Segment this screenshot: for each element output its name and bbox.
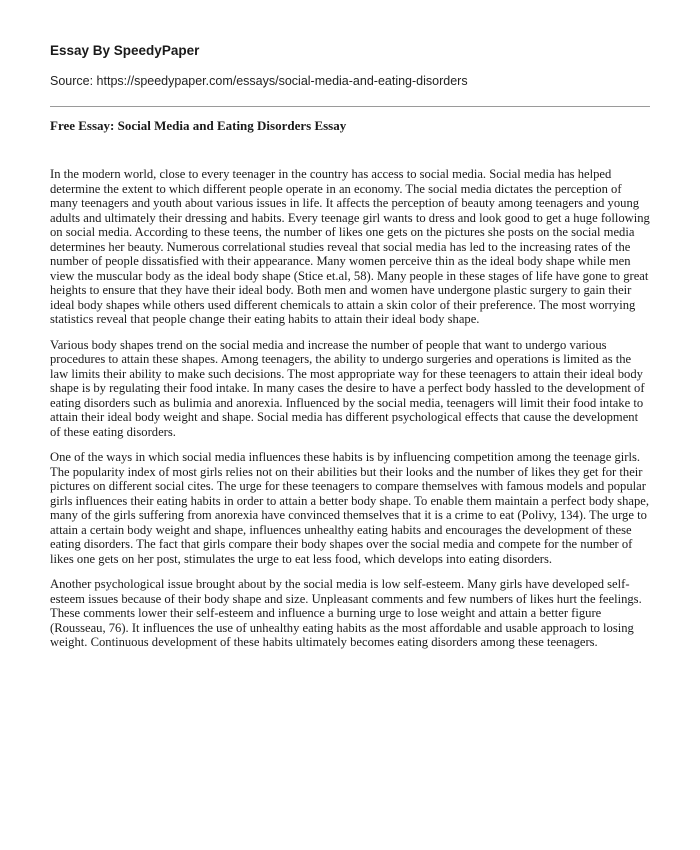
paragraph: Another psychological issue brought about by the social media is low self-esteem. Many girls have developed self-esteem issues because of their body shape and size. Unpleasant comments and few numbers of likes hurt the feelings. These comments lower their self-esteem and influence a burning urge to lose weight and attain a better figure (Rousseau, 76). It influences the use of unhealthy eating habits as the most affordable and usable approach to losing weight. Continuous development of these habits ultimately becomes eating disorders among these teenagers. bbox=[50, 577, 642, 649]
essay-body bbox=[50, 167, 650, 650]
brand-title: Essay By SpeedyPaper bbox=[50, 43, 200, 58]
paragraph: One of the ways in which social media influences these habits is by influencing competition among the teenage girls. The popularity index of most girls relies not on their abilities but their looks and the number of likes they get for their pictures on different social cites. The urge for these teenagers to compare themselves with famous models and popular girls influences their eating habits in order to attain a better body shape. To enable them maintain a perfect body shape, many of the girls suffering from anorexia have convinced themselves that it is a crime to eat (Polivy, 134). The urge to attain a certain body weight and shape, influences unhealthy eating habits and encourages the development of these eating disorders. The fact that girls compare their body shapes over the social media and compete for the number of likes one gets on her post, stimulates the urge to eat less food, which develops into eating disorders. bbox=[50, 450, 649, 566]
header-divider bbox=[50, 106, 650, 107]
paragraph: Various body shapes trend on the social media and increase the number of people that want to undergo various procedures to attain these shapes. Among teenagers, the ability to undergo surgeries and operations is limited as the law limits their ability to make such decisions. The most appropriate way for these teenagers to attain their ideal body shape is by regulating their food intake. In many cases the desire to have a perfect body hassled to the development of eating disorders such as bulimia and anorexia. Influenced by the social media, teenagers will limit their food intake to attain their ideal body weight and shape. Social media has different psychological effects that cause the development of these eating disorders. bbox=[50, 337, 645, 439]
document-page bbox=[50, 43, 650, 661]
essay-title: Free Essay: Social Media and Eating Disorders Essay bbox=[50, 118, 347, 133]
paragraph: In the modern world, close to every teenager in the country has access to social media. Social media has helped determine the extent to which different people operate in an economy. The social media dictates the perception of many teenagers and youth about various issues in life. It affects the perception of beauty among teenagers and young adults and ultimately their dressing and habits. Every teenage girl wants to dress and look good to get a huge following on social media. According to these teens, the number of likes one gets on the pictures she posts on the social media determines her beauty. Numerous correlational studies reveal that social media has led to the increasing rates of the number of people dissatisfied with their appearance. Many women perceive thin as the ideal body shape while men view the muscular body as the ideal body shape (Stice et.al, 58). Many people in these stages of life have gone to great heights to ensure that they have their ideal body. Both men and women have undergone plastic surgery to gain their ideal body shapes while others used different chemicals to attain a skin color of their preference. The most worrying statistics reveal that people change their eating habits to attain their ideal body shape. bbox=[50, 167, 650, 326]
source-line: Source: https://speedypaper.com/essays/social-media-and-eating-disorders bbox=[50, 74, 468, 88]
